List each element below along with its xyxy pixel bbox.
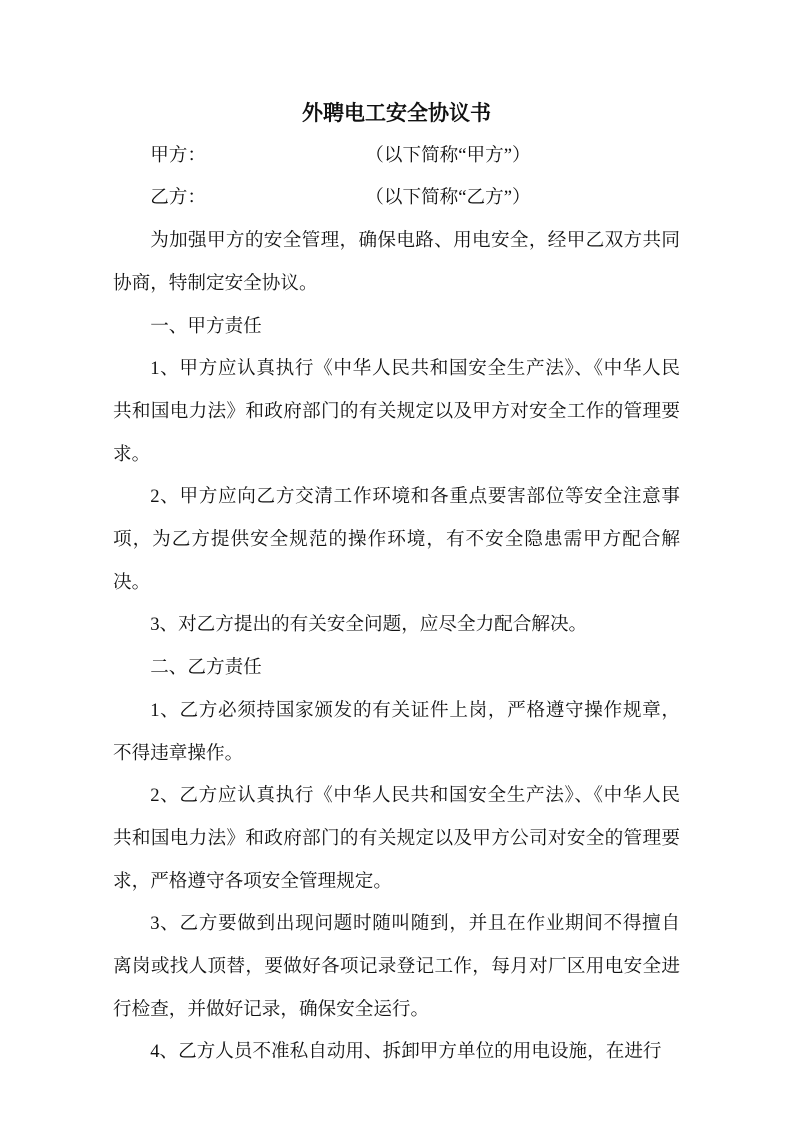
agreement-item-truncated: 4、乙方人员不准私自动用、拆卸甲方单位的用电设施，在进行 <box>150 1041 662 1063</box>
agreement-item: 3、乙方要做到出现问题时随叫随到，并且在作业期间不得擅自离岗或找人顶替，要做好各项记录登记工作，每月对厂区用电安全进行检查，并做好记录，确保安全运行。 <box>113 913 680 1020</box>
agreement-item: 2、甲方应向乙方交清工作环境和各重点要害部位等安全注意事项，为乙方提供安全规范的操作环境，有不安全隐患需甲方配合解决。 <box>113 486 680 593</box>
section-party-b-duties <box>113 647 680 1074</box>
document-title: 外聘电工安全协议书 <box>302 101 491 125</box>
agreement-item: 2、乙方应认真执行《中华人民共和国安全生产法》、《中华人民共和国电力法》和政府部门的有关规定以及甲方公司对安全的管理要求，严格遵守各项安全管理规定。 <box>113 785 680 892</box>
section-party-a-duties <box>113 306 680 648</box>
party-b-row <box>113 177 680 220</box>
party-b-blank <box>211 202 361 203</box>
agreement-item: 1、甲方应认真执行《中华人民共和国安全生产法》、《中华人民共和国电力法》和政府部门的有关规定以及甲方对安全工作的管理要求。 <box>113 358 680 465</box>
party-b-label: 乙方： <box>150 187 206 209</box>
party-b-note: （以下简称“乙方”） <box>365 187 531 209</box>
party-a-note: （以下简称“甲方”） <box>365 144 531 166</box>
agreement-item: 1、乙方必须持国家颁发的有关证件上岗，严格遵守操作规章，不得违章操作。 <box>113 699 680 764</box>
section-heading-party-a: 一、甲方责任 <box>150 315 262 337</box>
agreement-item: 3、对乙方提出的有关安全问题，应尽全力配合解决。 <box>150 614 588 636</box>
section-heading-party-b: 二、乙方责任 <box>150 657 262 679</box>
party-a-row <box>113 135 680 178</box>
party-a-label: 甲方： <box>150 144 206 166</box>
party-a-blank <box>211 160 361 161</box>
preamble-paragraph: 为加强甲方的安全管理，确保电路、用电安全，经甲乙双方共同协商，特制定安全协议。 <box>113 230 680 294</box>
